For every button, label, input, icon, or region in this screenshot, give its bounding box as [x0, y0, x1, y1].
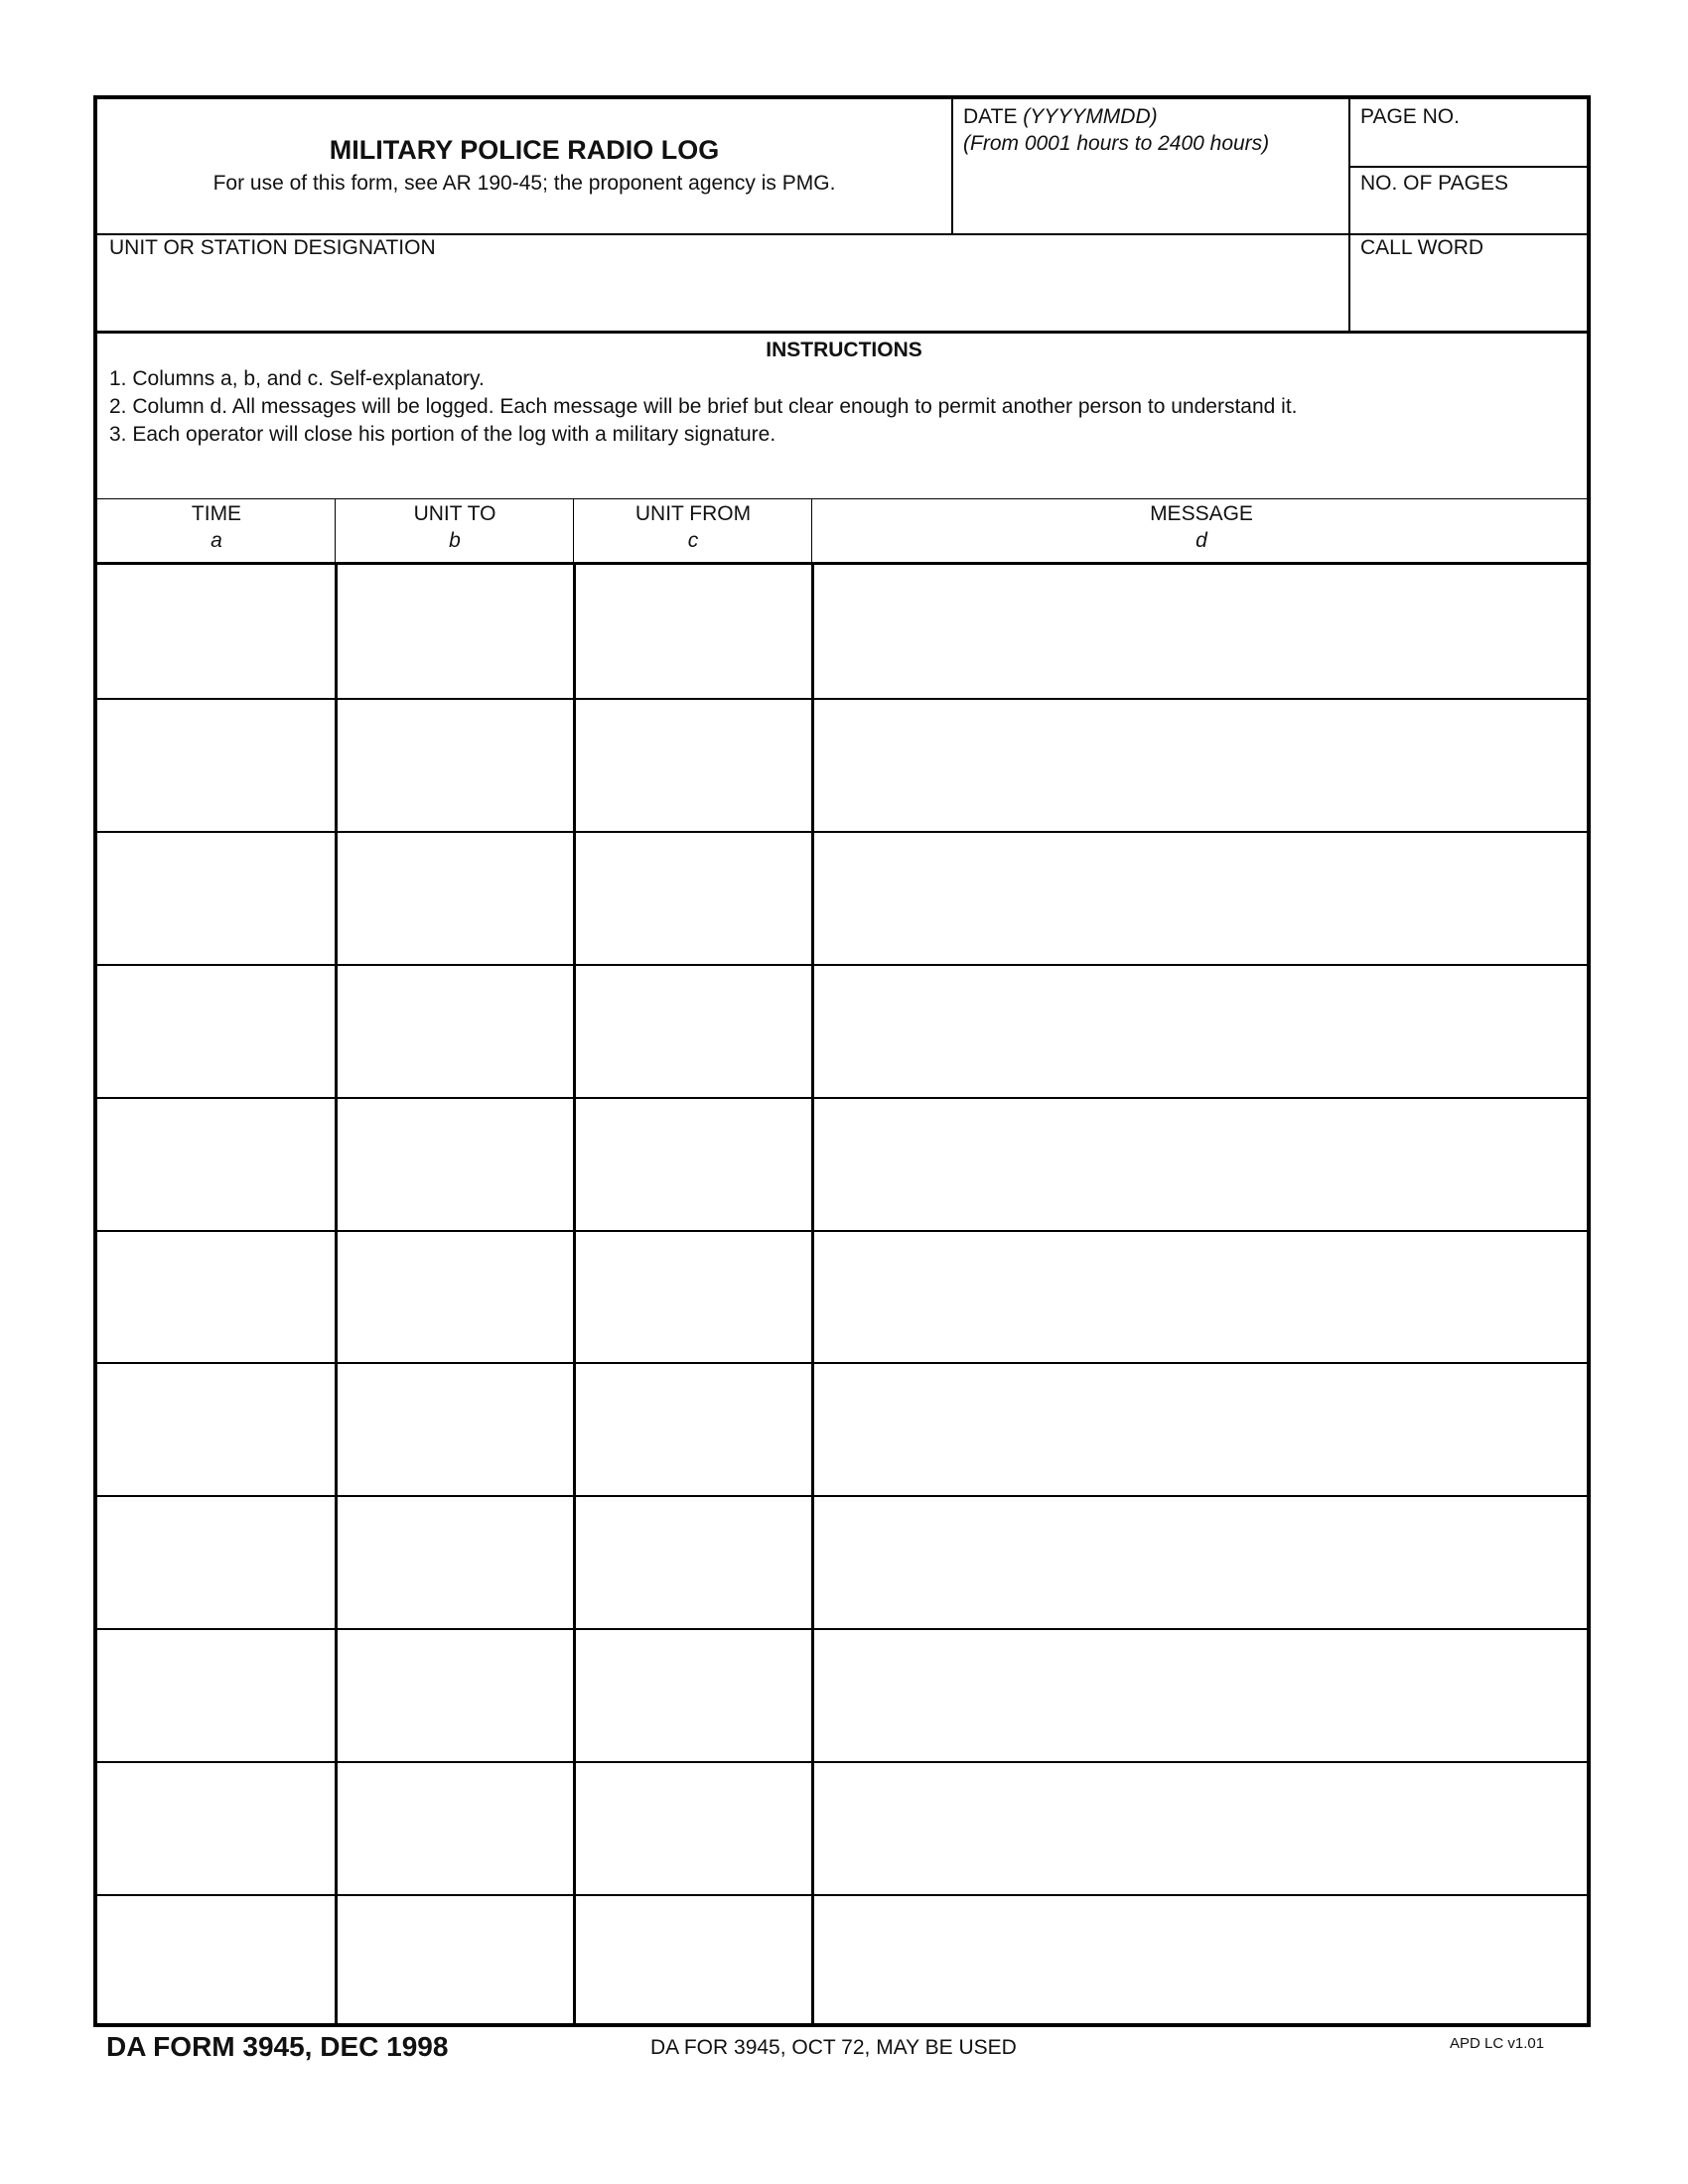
- time-cell: [97, 1894, 335, 2027]
- table-row: [97, 964, 1591, 1097]
- instruction-item: 3. Each operator will close his portion of the log with a military signature.: [109, 423, 776, 446]
- unit-from-input[interactable]: [576, 964, 811, 1097]
- time-input[interactable]: [97, 1894, 335, 2027]
- col-header-unit-from: [574, 500, 812, 554]
- unit-to-cell: [338, 1097, 573, 1230]
- time-cell: [97, 1362, 335, 1495]
- unit-to-input[interactable]: [338, 1097, 573, 1230]
- unit-to-cell: [338, 831, 573, 964]
- message-cell: [814, 1894, 1591, 2027]
- table-row: [97, 565, 1591, 698]
- version-label: APD LC v1.01: [1450, 2035, 1545, 2052]
- no-of-pages-label: NO. OF PAGES: [1360, 172, 1508, 195]
- unit-from-input[interactable]: [576, 1761, 811, 1894]
- unit-from-cell: [576, 1230, 811, 1363]
- form-id: DA FORM 3945, DEC 1998: [106, 2031, 449, 2062]
- unit-station-label: UNIT OR STATION DESIGNATION: [109, 236, 436, 259]
- call-word-label: CALL WORD: [1360, 236, 1484, 259]
- unit-from-cell: [576, 1894, 811, 2027]
- instruction-item: 2. Column d. All messages will be logged. Each message will be brief but clear enough to permit another person to understand it.: [109, 395, 1298, 418]
- unit-from-input[interactable]: [576, 1097, 811, 1230]
- time-input[interactable]: [97, 698, 335, 831]
- time-input[interactable]: [97, 565, 335, 698]
- form-title: MILITARY POLICE RADIO LOG: [329, 135, 720, 165]
- unit-to-input[interactable]: [338, 1362, 573, 1495]
- unit-from-input[interactable]: [576, 831, 811, 964]
- table-row: [97, 698, 1591, 831]
- col-unit-from-letter: c: [687, 529, 699, 552]
- time-input[interactable]: [97, 1495, 335, 1628]
- time-cell: [97, 1761, 335, 1894]
- message-cell: [814, 1097, 1591, 1230]
- time-cell: [97, 831, 335, 964]
- unit-from-input[interactable]: [576, 1495, 811, 1628]
- form-subtitle: For use of this form, see AR 190-45; the proponent agency is PMG.: [212, 172, 836, 195]
- unit-to-cell: [338, 1628, 573, 1761]
- col-time-letter: a: [211, 529, 222, 552]
- col-time-label: TIME: [191, 502, 242, 525]
- unit-to-input[interactable]: [338, 1495, 573, 1628]
- unit-from-input[interactable]: [576, 1894, 811, 2027]
- page-no-field[interactable]: [1354, 129, 1585, 165]
- date-format: (YYYYMMDD): [1023, 105, 1158, 128]
- unit-to-input[interactable]: [338, 1628, 573, 1761]
- unit-to-cell: [338, 1362, 573, 1495]
- message-cell: [814, 698, 1591, 831]
- col-message-label: MESSAGE: [1150, 502, 1253, 525]
- unit-to-input[interactable]: [338, 1761, 573, 1894]
- table-row: [97, 1894, 1591, 2027]
- message-input[interactable]: [814, 1495, 1591, 1628]
- message-cell: [814, 1761, 1591, 1894]
- time-cell: [97, 964, 335, 1097]
- table-row: [97, 1097, 1591, 1230]
- message-input[interactable]: [814, 964, 1591, 1097]
- no-of-pages-field[interactable]: [1354, 197, 1585, 232]
- unit-from-input[interactable]: [576, 565, 811, 698]
- instructions-list: [109, 365, 1579, 449]
- unit-from-cell: [576, 1097, 811, 1230]
- unit-to-input[interactable]: [338, 964, 573, 1097]
- date-field[interactable]: [957, 163, 1344, 226]
- date-label: [963, 105, 1158, 129]
- unit-to-cell: [338, 964, 573, 1097]
- unit-to-input[interactable]: [338, 1894, 573, 2027]
- message-input[interactable]: [814, 1894, 1591, 2027]
- time-cell: [97, 565, 335, 698]
- unit-from-cell: [576, 1495, 811, 1628]
- unit-from-cell: [576, 1761, 811, 1894]
- time-cell: [97, 1097, 335, 1230]
- instruction-item: 1. Columns a, b, and c. Self-explanatory.: [109, 367, 485, 390]
- radio-log-form: [93, 95, 1591, 2027]
- message-cell: [814, 1495, 1591, 1628]
- table-row: [97, 1761, 1591, 1894]
- time-input[interactable]: [97, 831, 335, 964]
- col-unit-to-letter: b: [449, 529, 461, 552]
- unit-from-cell: [576, 565, 811, 698]
- time-cell: [97, 698, 335, 831]
- table-row: [97, 831, 1591, 964]
- table-row: [97, 1495, 1591, 1628]
- unit-to-input[interactable]: [338, 698, 573, 831]
- unit-from-cell: [576, 831, 811, 964]
- col-unit-to-label: UNIT TO: [413, 502, 496, 525]
- unit-station-field[interactable]: [103, 268, 1344, 328]
- supersedes-note: DA FOR 3945, OCT 72, MAY BE USED: [650, 2036, 1017, 2059]
- unit-from-cell: [576, 1628, 811, 1761]
- unit-to-cell: [338, 1761, 573, 1894]
- unit-to-cell: [338, 1230, 573, 1363]
- time-cell: [97, 1495, 335, 1628]
- time-input[interactable]: [97, 1628, 335, 1761]
- col-header-unit-to: [336, 500, 574, 554]
- message-cell: [814, 1362, 1591, 1495]
- table-row: [97, 1230, 1591, 1363]
- time-cell: [97, 1230, 335, 1363]
- unit-to-cell: [338, 698, 573, 831]
- col-header-message: [812, 500, 1591, 554]
- unit-from-input[interactable]: [576, 1628, 811, 1761]
- message-input[interactable]: [814, 1761, 1591, 1894]
- unit-from-cell: [576, 964, 811, 1097]
- message-cell: [814, 565, 1591, 698]
- table-row: [97, 1362, 1591, 1495]
- unit-to-cell: [338, 1495, 573, 1628]
- message-input[interactable]: [814, 1097, 1591, 1230]
- unit-from-input[interactable]: [576, 1362, 811, 1495]
- date-hint: (From 0001 hours to 2400 hours): [963, 132, 1270, 155]
- unit-to-input[interactable]: [338, 831, 573, 964]
- message-cell: [814, 1628, 1591, 1761]
- time-input[interactable]: [97, 1230, 335, 1363]
- unit-from-cell: [576, 1362, 811, 1495]
- unit-to-input[interactable]: [338, 1230, 573, 1363]
- date-label-text: DATE: [963, 105, 1018, 128]
- col-message-letter: d: [1196, 529, 1207, 552]
- message-input[interactable]: [814, 698, 1591, 831]
- col-header-time: [97, 500, 336, 554]
- message-input[interactable]: [814, 831, 1591, 964]
- message-input[interactable]: [814, 1362, 1591, 1495]
- table-row: [97, 1628, 1591, 1761]
- col-unit-from-label: UNIT FROM: [634, 502, 752, 525]
- page-no-label: PAGE NO.: [1360, 105, 1460, 128]
- message-input[interactable]: [814, 565, 1591, 698]
- time-cell: [97, 1628, 335, 1761]
- message-cell: [814, 831, 1591, 964]
- message-cell: [814, 964, 1591, 1097]
- message-input[interactable]: [814, 1628, 1591, 1761]
- unit-to-cell: [338, 1894, 573, 2027]
- time-input[interactable]: [97, 964, 335, 1097]
- message-input[interactable]: [814, 1230, 1591, 1363]
- instructions-heading: INSTRUCTIONS: [766, 339, 922, 361]
- time-input[interactable]: [97, 1097, 335, 1230]
- unit-from-input[interactable]: [576, 698, 811, 831]
- time-input[interactable]: [97, 1362, 335, 1495]
- unit-to-input[interactable]: [338, 565, 573, 698]
- unit-to-cell: [338, 565, 573, 698]
- call-word-field[interactable]: [1354, 268, 1585, 328]
- message-cell: [814, 1230, 1591, 1363]
- time-input[interactable]: [97, 1761, 335, 1894]
- unit-from-input[interactable]: [576, 1230, 811, 1363]
- unit-from-cell: [576, 698, 811, 831]
